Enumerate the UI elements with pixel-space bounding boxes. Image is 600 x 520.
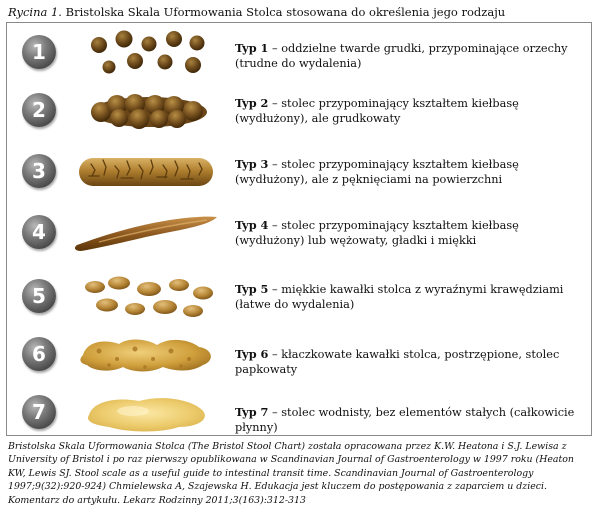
type-row-1 — [7, 27, 591, 77]
type-7-illustration — [69, 387, 221, 437]
type-number-badge: 7 — [22, 395, 56, 429]
figure-caption — [8, 5, 505, 19]
type-number-badge: 3 — [22, 154, 56, 188]
type-description: Typ 1 – oddzielne twarde grudki, przypominające orzechy (trudne do wydalenia) — [235, 41, 568, 70]
type-description: Typ 3 – stolec przypominający kształtem kiełbasę (wydłużony), ale z pęknięciami na powierzchni — [235, 157, 519, 186]
type-row-6 — [7, 329, 591, 379]
type-number-badge: 4 — [22, 215, 56, 249]
type-number-badge: 5 — [22, 279, 56, 313]
type-5-illustration — [69, 271, 221, 321]
stool-chart-frame — [6, 22, 592, 436]
type-3-illustration — [69, 146, 221, 196]
type-4-illustration — [69, 207, 221, 257]
type-6-illustration — [69, 329, 221, 379]
figure-title: Bristolska Skala Uformowania Stolca stosowana do określenia jego rodzaju — [65, 5, 506, 19]
type-description: Typ 5 – miękkie kawałki stolca z wyraźnymi krawędziami (łatwe do wydalenia) — [235, 282, 564, 311]
source-footnote: Bristolska Skala Uformowania Stolca (The Bristol Stool Chart) została opracowana przez K.W. Heatona i S.J. Lewisa z University of Bristol i po raz pierwszy opublikowana w Scandinavian Journal of Gastroenterology w 1997 roku (Heaton KW, Lewis SJ. Stool scale as a useful guide to intestinal transit time. Scandinavian Journal of Gastroenterology 1997;9(32):920-924) Chmielewska A, Szajewska H. Edukacja jest kluczem do postępowania z zaparciem u dzieci. Komentarz do artykułu. Lekarz Rodzinny 2011;3(163):312-313 — [8, 441, 574, 506]
type-row-3 — [7, 146, 591, 196]
figure-label: Rycina 1. — [8, 5, 62, 19]
type-number-badge: 6 — [22, 337, 56, 371]
type-description: Typ 2 – stolec przypominający kształtem kiełbasę (wydłużony), ale grudkowaty — [235, 96, 519, 125]
type-number-badge: 2 — [22, 93, 56, 127]
type-row-7 — [7, 387, 591, 437]
type-description: Typ 6 – kłaczkowate kawałki stolca, postrzępione, stolec papkowaty — [235, 347, 560, 376]
type-2-illustration — [69, 85, 221, 135]
type-number-badge: 1 — [22, 35, 56, 69]
type-row-4 — [7, 207, 591, 257]
type-1-illustration — [69, 27, 221, 77]
type-description: Typ 7 – stolec wodnisty, bez elementów stałych (całkowicie płynny) — [235, 405, 575, 434]
type-description: Typ 4 – stolec przypominający kształtem kiełbasę (wydłużony) lub wężowaty, gładki i miękki — [235, 218, 519, 247]
type-row-2 — [7, 85, 591, 135]
type-row-5 — [7, 271, 591, 321]
